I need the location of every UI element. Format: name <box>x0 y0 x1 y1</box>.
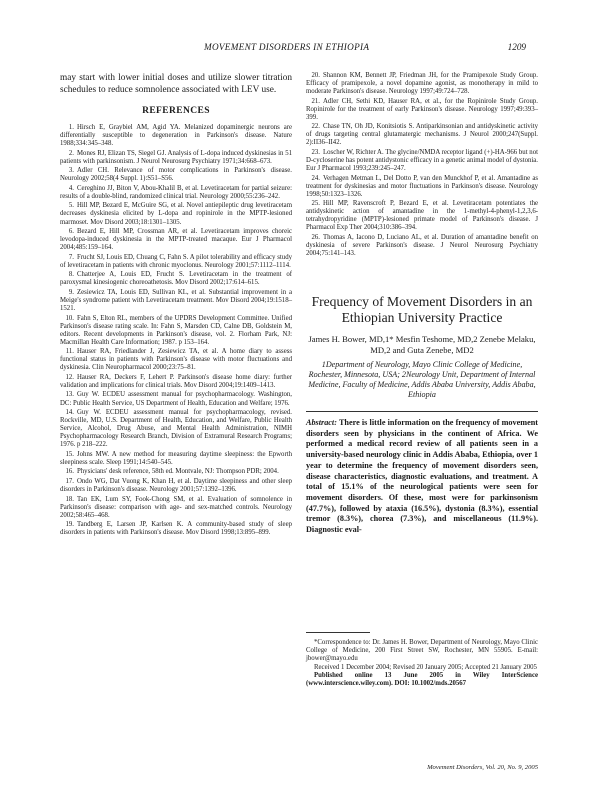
reference-text: Hill MP, Ravenscroft P, Bezard E, et al. Levetiracetam potentiates the antidyskinetic action of amantadine in the 1-methyl-4-phenyl-1,2,3,6-tetrahydropyridine (MPTP)-lesioned primate model of Parkinson's disease. J Pharmacol Exp Ther 2004;310:386–394. <box>306 200 538 232</box>
reference-item <box>60 202 292 226</box>
reference-item <box>60 348 292 372</box>
reference-number: 23. <box>311 148 320 156</box>
reference-item <box>306 234 538 258</box>
footnote-divider <box>306 632 370 633</box>
reference-list-left <box>60 124 292 537</box>
left-column <box>60 72 292 539</box>
reference-text: Tan EK, Lum SY, Fook-Chong SM, et al. Evaluation of somnolence in Parkinson's disease: comparison with age- and sex-matched controls. Neurology 2002;58:465–468. <box>60 495 292 519</box>
reference-item <box>60 374 292 390</box>
abstract-divider <box>306 411 538 412</box>
running-foot: Movement Disorders, Vol. 20, No. 9, 2005 <box>427 764 538 771</box>
reference-number: 9. <box>68 288 74 296</box>
reference-number: 17. <box>65 477 74 485</box>
reference-item <box>60 521 292 537</box>
reference-number: 24. <box>311 174 320 182</box>
reference-number: 25. <box>311 200 320 208</box>
reference-number: 12. <box>65 373 74 381</box>
reference-text: Thomas A, Iacono D, Luciano AL, et al. Duration of amantadine benefit on dyskinesia of severe Parkinson's disease. J Neurol Neurosurg Psychiatry 2004;75:141–143. <box>306 233 538 257</box>
reference-item <box>60 409 292 449</box>
abstract-label: Abstract: <box>306 418 337 428</box>
reference-text: Zesiewicz TA, Louis ED, Sullivan KL, et al. Substantial improvement in a Meige's syndrome patient with Levetiracetam treatment. Mov Disord 2004;19:1518–1521. <box>60 288 292 312</box>
reference-number: 6. <box>68 228 74 236</box>
reference-item <box>60 289 292 313</box>
reference-number: 8. <box>68 271 74 279</box>
reference-item <box>306 123 538 147</box>
reference-text: Hauser RA, Friedlander J, Zesiewicz TA, et al. A home diary to assess functional status in patients with Parkinson's disease with motor fluctuations and dyskinesia. Clin Neuropharmacol 2000;23:75–81. <box>60 348 292 372</box>
references-heading: REFERENCES <box>142 106 210 116</box>
reference-number: 2. <box>68 149 74 157</box>
correspondence-footnote: *Correspondence to: Dr. James H. Bower, Department of Neurology, Mayo Clinic College of Medicine, 200 First Street SW, Rochester, MN 55905. E-mail: jbower@mayo.edu <box>306 639 538 663</box>
running-head-title: MOVEMENT DISORDERS IN ETHIOPIA <box>204 42 370 52</box>
reference-number: 22. <box>311 123 320 131</box>
reference-item <box>60 451 292 467</box>
reference-number: 15. <box>65 450 74 458</box>
reference-item <box>306 72 538 96</box>
article-title: Frequency of Movement Disorders in an Ethiopian University Practice <box>311 294 533 326</box>
reference-number: 26. <box>311 233 320 241</box>
reference-text: Guy W. ECDEU assessment manual for psychopharmacology. Washington, DC: Public Health Service, US Department of Health, Education and Welfare; 1976. <box>60 391 292 407</box>
reference-number: 21. <box>311 97 320 105</box>
right-column <box>306 72 538 536</box>
reference-text: Tandberg E, Larsen JP, Karlsen K. A community-based study of sleep disorders in patients with Parkinson's disease. Mov Disord 1998;13:895–899. <box>60 521 292 537</box>
reference-text: Chase TN, Oh JD, Konitsiotis S. Antiparkinsonian and antidyskinetic activity of drugs targeting central glutamatergic mechanisms. J Neurol 2000;247(Suppl. 2):II36–II42. <box>306 123 538 147</box>
reference-text: Cereghino JJ, Biton V, Abou-Khalil B, et al. Levetiracetam for partial seizure: results of a double-blind, randomized clinical trial. Neurology 2000;55:236–242. <box>60 184 292 200</box>
reference-number: 10. <box>65 314 74 322</box>
reference-number: 5. <box>68 202 74 210</box>
page-number: 1209 <box>507 42 526 52</box>
reference-item <box>60 468 292 476</box>
reference-number: 7. <box>68 253 74 261</box>
reference-number: 3. <box>68 167 74 175</box>
reference-list-right <box>306 72 538 258</box>
reference-item <box>306 98 538 122</box>
reference-text: Bezard E, Hill MP, Crossman AR, et al. Levetiracetam improves choreic levodopa-induced dyskinesia in the MPTP-treated macaque. Eur J Pharmacol 2004;485:159–164. <box>60 228 292 252</box>
reference-number: 16. <box>65 468 74 476</box>
reference-number: 19. <box>65 521 74 529</box>
reference-number: 4. <box>68 184 74 192</box>
reference-item <box>60 496 292 520</box>
reference-item <box>306 175 538 199</box>
reference-item <box>306 149 538 173</box>
reference-number: 14. <box>65 409 74 417</box>
reference-item <box>306 200 538 232</box>
article-affiliations: 1Department of Neurology, Mayo Clinic College of Medicine, Rochester, Minnesota, USA; 2Neurology Unit, Department of Internal Medicine, Faculty of Medicine, Addis Ababa University, Addis Ababa, Ethiopia <box>308 360 536 400</box>
reference-text: Adler CH. Relevance of motor complications in Parkinson's disease. Neurology 2002;58(4 Suppl. 1):S51–S56. <box>60 167 292 183</box>
reference-text: Mones RJ, Elizan TS, Siegel GJ. Analysis of L-dopa induced dyskinesias in 51 patients with parkinsonism. J Neurol Neurosurg Psychiatry 1971;34:668–673. <box>60 149 292 165</box>
article-authors: James H. Bower, MD,1* Mesfin Teshome, MD,2 Zenebe Melaku, MD,2 and Guta Zenebe, MD2 <box>308 334 536 356</box>
reference-text: Loscher W, Richter A. The glycine/NMDA receptor ligand (+)-HA-966 but not D-cycloserine has potent antidystonic efficacy in a genetic animal model of dystonia. Eur J Pharmacol 1993;239:245–247. <box>306 148 538 173</box>
reference-number: 11. <box>65 348 74 356</box>
reference-number: 13. <box>65 391 74 399</box>
reference-text: Fahn S, Elton RL, members of the UPDRS Development Committee. Unified Parkinson's disease rating scale. In: Fahn S, Marsden CD, Calne DB, Goldstein M, editors. Recent developments in Parkinson's disease, vol. 2. Florham Park, NJ: Macmillan Health Care Information; 1987. p 153–164. <box>60 314 292 346</box>
reference-text: Adler CH, Sethi KD, Hauser RA, et al., for the Ropinirole Study Group. Ropinirole for the treatment of early Parkinson's disease. Neurology 1997;49:393–399. <box>306 97 538 121</box>
reference-text: Frucht SJ, Louis ED, Chuang C, Fahn S. A pilot tolerability and efficacy study of levetiracetam in patients with chronic myoclonus. Neurology 2001;57:1112–1114. <box>60 253 292 269</box>
abstract-text: There is little information on the frequency of movement disorders seen by physicians in the continent of Africa. We performed a medical record review of all patients seen in a university-based neurology clinic in Addis Ababa, Ethiopia, over 1 year to determine the frequency of movement disorders seen, disease characteristics, diagnostic evaluations, and treatment. A total of 15.1% of the neurological patients were seen for movement disorders. Of these, most were for parkinsonism (47.7%), followed by ataxia (16.5%), dystonia (8.3%), essential tremor (8.3%), chorea (7.3%), and miscellaneous (11.9%). Diagnostic eval- <box>306 418 538 535</box>
published-footnote: Published online 13 June 2005 in Wiley InterScience (www.interscience.wiley.com). DOI: 10.1002/mds.20567 <box>306 671 538 688</box>
reference-item <box>60 315 292 347</box>
reference-text: Physicians' desk reference, 58th ed. Montvale, NJ: Thompson PDR; 2004. <box>77 468 279 476</box>
reference-item <box>60 478 292 494</box>
reference-text: Hauser RA, Deckers F, Lehert P. Parkinson's disease home diary: further validation and implications for clinical trials. Mov Disord 2004;19:1409–1413. <box>60 373 292 389</box>
footnotes <box>306 632 538 688</box>
reference-text: Guy W. ECDEU assessment manual for psychopharmacology, revised. Rockville, MD, U.S. Department of Health, Education, and Welfare, Public Health Service, Alcohol, Drug Abuse, and Mental Health Administration, NIMH Psychopharmacology Research Branch, Division of Extramural Research Programs; 1976. p 218–222. <box>60 409 292 449</box>
reference-text: Hill MP, Bezard E, McGuire SG, et al. Novel antiepileptic drug levetiracetam decreases dyskinesia elicited by L-dopa and ropinirole in the MPTP-lesioned marmoset. Mov Disord 2003;18:1301–1305. <box>60 202 292 226</box>
reference-item <box>60 254 292 270</box>
received-footnote: Received 1 December 2004; Revised 20 January 2005; Accepted 21 January 2005 <box>314 663 537 671</box>
reference-number: 1. <box>68 124 74 131</box>
reference-number: 20. <box>311 72 320 79</box>
reference-item <box>60 228 292 252</box>
reference-text: Verhagen Metman L, Del Dotto P, van den Munckhof P, et al. Amantadine as treatment for dyskinesias and motor fluctuations in Parkinson's disease. Neurology 1998;50:1323–1326. <box>306 174 538 198</box>
abstract <box>306 418 538 536</box>
running-head <box>72 42 526 56</box>
reference-item <box>60 185 292 201</box>
reference-item <box>60 271 292 287</box>
reference-text: Shannon KM, Bennett JP, Friedman JH, for the Pramipexole Study Group. Efficacy of pramipexole, a novel dopamine agonist, as monotherapy in mild to moderate Parkinson's disease. Neurology 1997;49:724–728. <box>306 72 538 96</box>
reference-text: Johns MW. A new method for measuring daytime sleepiness: the Epworth sleepiness scale. Sleep 1991;14:540–545. <box>60 450 292 466</box>
reference-item <box>60 391 292 407</box>
reference-number: 18. <box>65 495 74 503</box>
reference-item <box>60 167 292 183</box>
reference-text: Hirsch E, Graybiel AM, Agid YA. Melanized dopaminergic neurons are differentially susceptible to degeneration in Parkinson's disease. Nature 1988;334:345–348. <box>60 124 292 148</box>
reference-text: Ondo WG, Dat Vuong K, Khan H, et al. Daytime sleepiness and other sleep disorders in Parkinson's disease. Neurology 2001;57:1392–1396. <box>60 477 292 493</box>
lead-paragraph: may start with lower initial doses and utilize slower titration schedules to reduce somnolence associated with LEV use. <box>60 73 292 95</box>
reference-text: Chatterjee A, Louis ED, Frucht S. Levetiracetam in the treatment of paroxysmal kinesiogenic choreoathetosis. Mov Disord 2002;17:614–615. <box>60 271 292 287</box>
reference-item <box>60 124 292 148</box>
reference-item <box>60 150 292 166</box>
